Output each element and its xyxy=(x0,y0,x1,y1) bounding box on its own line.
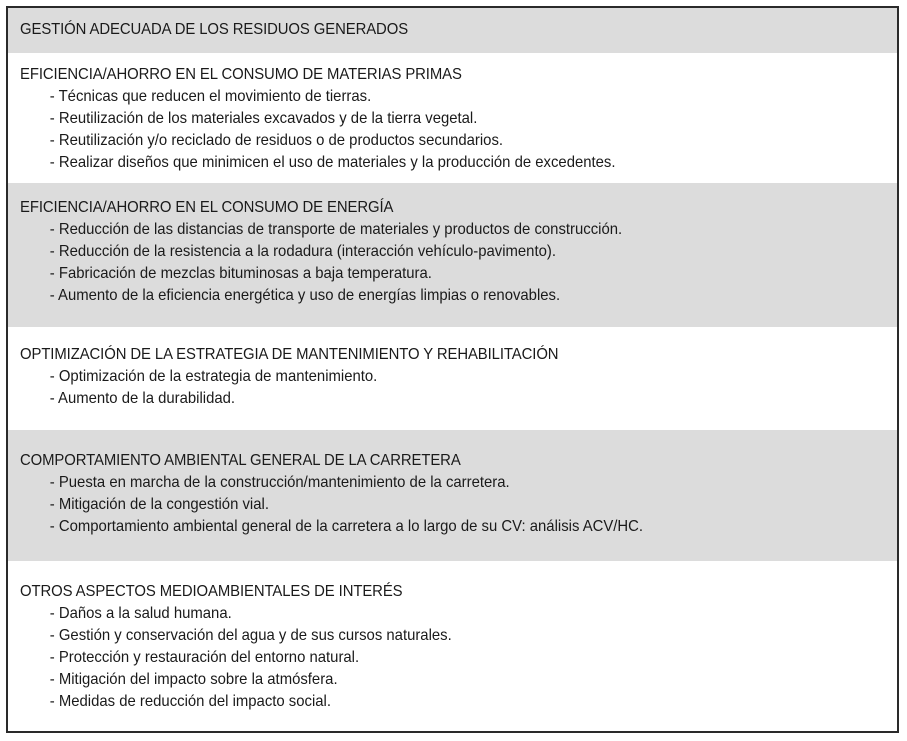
list-item: - Reutilización de los materiales excavados y de la tierra vegetal. xyxy=(20,108,824,130)
section-energy xyxy=(8,183,897,327)
list-item: - Optimización de la estrategia de mantenimiento. xyxy=(20,366,824,388)
section-heading: GESTIÓN ADECUADA DE LOS RESIDUOS GENERADOS xyxy=(20,21,409,38)
list-item: - Reducción de la resistencia a la rodadura (interacción vehículo-pavimento). xyxy=(20,241,824,263)
section-other-aspects xyxy=(8,561,897,733)
section-maintenance xyxy=(8,327,897,430)
section-raw-materials xyxy=(8,53,897,183)
measures-table xyxy=(6,6,899,733)
section-heading: COMPORTAMIENTO AMBIENTAL GENERAL DE LA CARRETERA xyxy=(20,452,461,469)
list-item: - Daños a la salud humana. xyxy=(20,603,824,625)
list-item: - Gestión y conservación del agua y de sus cursos naturales. xyxy=(20,625,824,647)
list-item: - Técnicas que reducen el movimiento de tierras. xyxy=(20,86,824,108)
list-item: - Protección y restauración del entorno natural. xyxy=(20,647,824,669)
list-item: - Fabricación de mezclas bituminosas a baja temperatura. xyxy=(20,263,824,285)
list-item: - Mitigación de la congestión vial. xyxy=(20,494,824,516)
list-item: - Reducción de las distancias de transporte de materiales y productos de construcción. xyxy=(20,219,824,241)
list-item: - Aumento de la durabilidad. xyxy=(20,388,824,410)
list-item: - Medidas de reducción del impacto social. xyxy=(20,691,824,713)
section-road-environmental-behaviour xyxy=(8,430,897,561)
section-heading: EFICIENCIA/AHORRO EN EL CONSUMO DE MATERIAS PRIMAS xyxy=(20,66,462,83)
list-item: - Realizar diseños que minimicen el uso de materiales y la producción de excedentes. xyxy=(20,152,824,174)
list-item: - Puesta en marcha de la construcción/mantenimiento de la carretera. xyxy=(20,472,824,494)
section-heading: EFICIENCIA/AHORRO EN EL CONSUMO DE ENERGÍA xyxy=(20,199,394,216)
list-item: - Mitigación del impacto sobre la atmósfera. xyxy=(20,669,824,691)
section-heading: OPTIMIZACIÓN DE LA ESTRATEGIA DE MANTENIMIENTO Y REHABILITACIÓN xyxy=(20,346,559,363)
section-waste-management xyxy=(8,8,897,53)
list-item: - Reutilización y/o reciclado de residuos o de productos secundarios. xyxy=(20,130,824,152)
section-heading: OTROS ASPECTOS MEDIOAMBIENTALES DE INTERÉS xyxy=(20,583,403,600)
list-item: - Comportamiento ambiental general de la carretera a lo largo de su CV: análisis ACV/HC. xyxy=(20,516,824,538)
list-item: - Aumento de la eficiencia energética y uso de energías limpias o renovables. xyxy=(20,285,824,307)
